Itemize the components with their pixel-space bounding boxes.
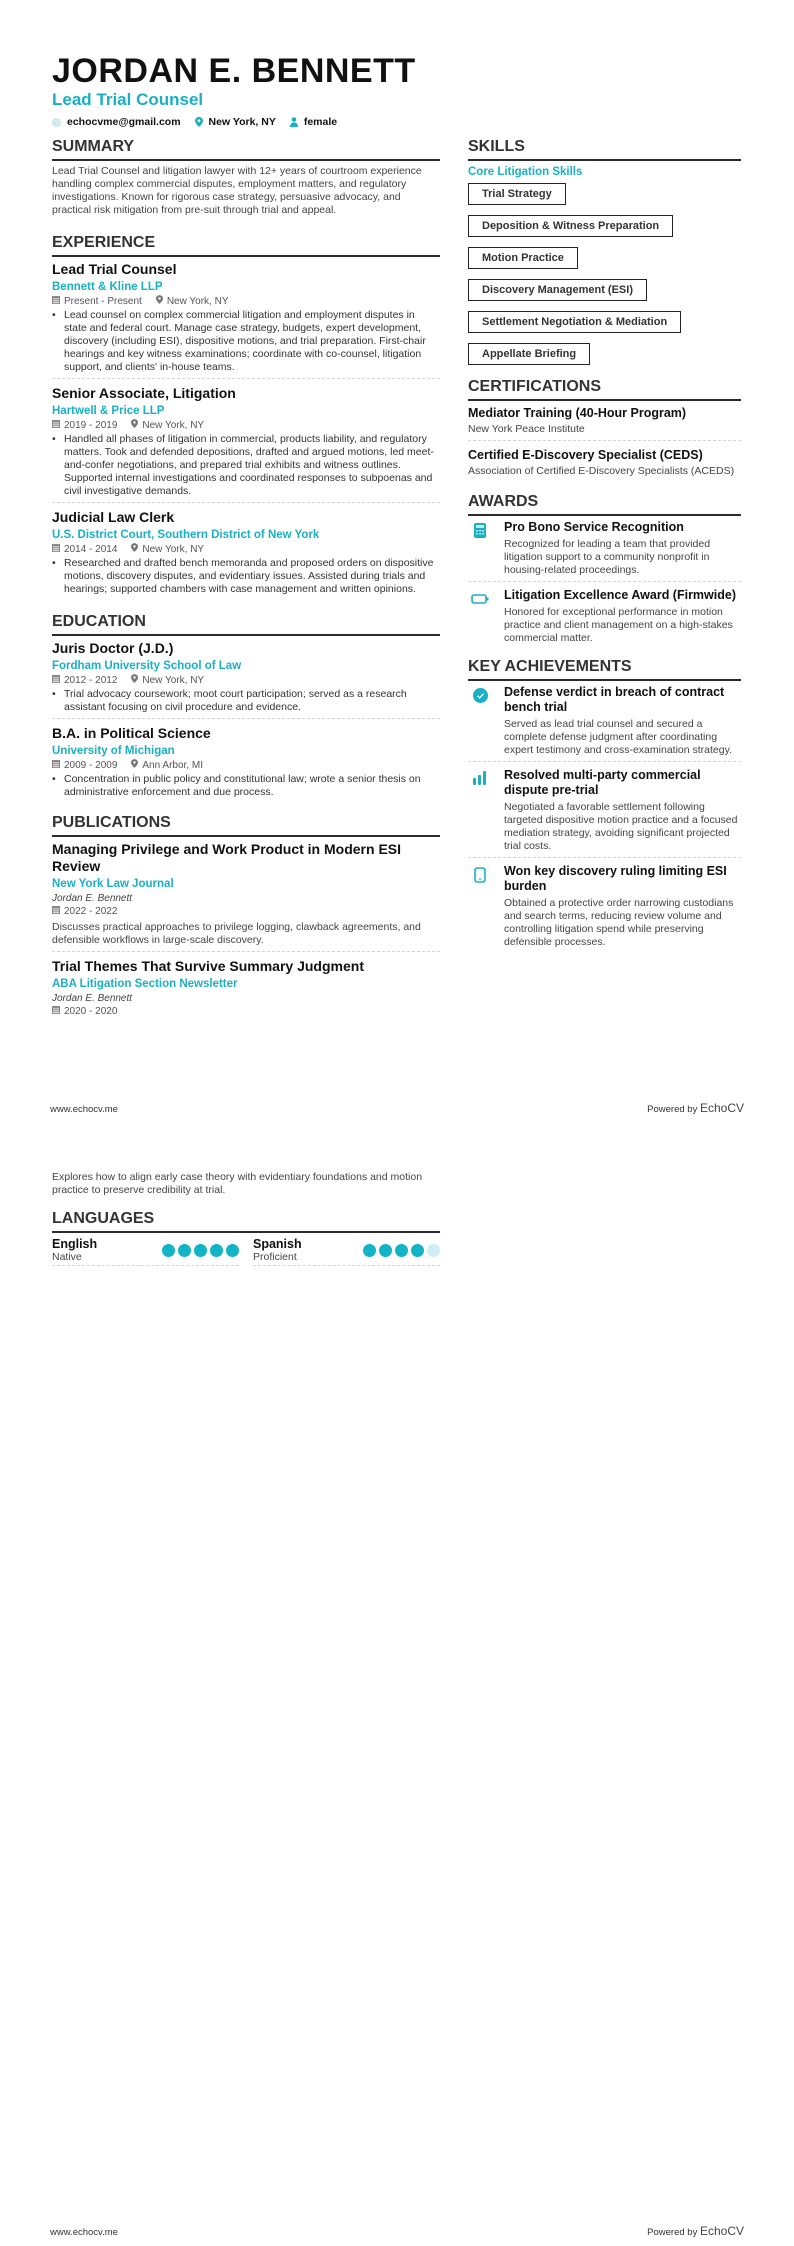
publications-section: [52, 813, 440, 1022]
publication-author: Jordan E. Bennett: [52, 993, 133, 1004]
rating-dot-filled: [162, 1244, 175, 1257]
experience-section: [52, 233, 440, 600]
contact-location-value: New York, NY: [208, 116, 276, 128]
certification-item: [468, 447, 741, 482]
language-name: Spanish: [253, 1237, 302, 1251]
certification-issuer: New York Peace Institute: [468, 423, 585, 435]
left-column-continued: [52, 1171, 440, 1266]
rating-dot-filled: [194, 1244, 207, 1257]
languages-section: [52, 1209, 440, 1266]
experience-location: New York, NY: [142, 544, 205, 555]
language-rating-5-of-5: [162, 1244, 239, 1257]
candidate-name: JORDAN E. BENNETT: [52, 52, 416, 90]
experience-meta: [52, 295, 440, 308]
education-meta: [52, 674, 440, 687]
publications-title: PUBLICATIONS: [52, 813, 440, 837]
publication-author: Jordan E. Bennett: [52, 893, 133, 904]
skill-tag: Settlement Negotiation & Mediation: [468, 311, 681, 333]
skill-group-title: Core Litigation Skills: [468, 166, 583, 178]
language-item: [52, 1237, 239, 1266]
awards-section: [468, 492, 741, 649]
brand-name: EchoCV: [699, 1101, 744, 1115]
award-item: [468, 520, 741, 582]
experience-item: [52, 509, 440, 600]
experience-bullet-text: Researched and drafted bench memoranda and proposed orders on dispositive motions, discovery disputes, and evidentiary issues. Assisted during trials and hearings; supported chambers with case management and written opinions.: [64, 557, 434, 595]
publication-item: [52, 841, 440, 952]
rating-dot-filled: [395, 1244, 408, 1257]
achievements-title: KEY ACHIEVEMENTS: [468, 657, 741, 681]
experience-item: [52, 385, 440, 503]
rating-dot-filled: [210, 1244, 223, 1257]
candidate-headline: Lead Trial Counsel: [52, 90, 204, 109]
education-location: New York, NY: [142, 675, 205, 686]
experience-company: Hartwell & Price LLP: [52, 405, 165, 417]
contact-location: [195, 116, 276, 128]
location-pin-icon: [131, 419, 138, 432]
skill-tags: [468, 183, 741, 375]
experience-company: Bennett & Kline LLP: [52, 281, 163, 293]
skill-tag: Trial Strategy: [468, 183, 566, 205]
publication-publisher: ABA Litigation Section Newsletter: [52, 978, 238, 990]
tablet-icon: [474, 867, 486, 949]
skills-section: [468, 137, 741, 375]
location-pin-icon: [131, 674, 138, 687]
rating-dot-filled: [226, 1244, 239, 1257]
calendar-icon: [52, 759, 60, 772]
calendar-icon: [52, 1005, 60, 1018]
experience-bullet: • Handled all phases of litigation in commercial, products liability, and regulatory matters. Took and defended depositions, drafted and argued motions, led meet-and-confer negotiations, and prepared trial exhibits and witness outlines. Supported internal investigations and coordinated responses to subpoenas and civil investigative demands.: [52, 433, 440, 498]
experience-title: EXPERIENCE: [52, 233, 440, 257]
publication-title: Managing Privilege and Work Product in Modern ESI Review: [52, 841, 402, 874]
location-pin-icon: [131, 543, 138, 556]
calendar-icon: [52, 674, 60, 687]
contact-gender-value: female: [303, 116, 338, 128]
achievement-name: Won key discovery ruling limiting ESI burden: [504, 864, 727, 893]
experience-bullet: • Researched and drafted bench memoranda and proposed orders on dispositive motions, discovery disputes, and evidentiary issues. Assisted during trials and hearings; supported chambers with case management and written opinions.: [52, 557, 440, 596]
education-location: Ann Arbor, MI: [142, 760, 203, 771]
summary-title: SUMMARY: [52, 137, 440, 161]
rating-dot-filled: [363, 1244, 376, 1257]
location-pin-icon: [195, 117, 203, 127]
achievement-description: Negotiated a favorable settlement following targeted dispositive motion practice and a focused mediation strategy, avoiding significant projected trial costs.: [504, 801, 738, 852]
contact-list: [52, 116, 742, 128]
calendar-icon: [52, 295, 60, 308]
education-bullet-text: Concentration in public policy and constitutional law; wrote a senior thesis on administrative enforcement and due process.: [64, 773, 421, 798]
skills-title: SKILLS: [468, 137, 741, 161]
rating-dot-filled: [178, 1244, 191, 1257]
certification-issuer: Association of Certified E-Discovery Specialists (ACEDS): [468, 465, 735, 477]
certification-name: Certified E-Discovery Specialist (CEDS): [468, 448, 703, 462]
summary-text: Lead Trial Counsel and litigation lawyer with 12+ years of courtroom experience handling complex commercial disputes, employment matters, and regulatory investigations. Known for rigorous case strategy, persuasive advocacy, and practical risk mitigation from pre-suit through trial and appeal.: [52, 165, 422, 216]
footer-website[interactable]: www.echocv.me: [50, 1104, 118, 1115]
education-item: [52, 640, 440, 719]
achievement-name: Resolved multi-party commercial dispute pre-trial: [504, 768, 701, 797]
education-meta: [52, 759, 440, 772]
experience-location: New York, NY: [142, 420, 205, 431]
experience-meta: [52, 543, 440, 556]
publication-publisher: New York Law Journal: [52, 878, 174, 890]
publication-meta: [52, 1005, 440, 1018]
experience-role: Judicial Law Clerk: [52, 509, 175, 525]
certification-item: [468, 405, 741, 441]
summary-section: [52, 137, 440, 217]
language-item: [253, 1237, 440, 1266]
language-name: English: [52, 1237, 98, 1251]
footer-website[interactable]: www.echocv.me: [50, 2227, 118, 2238]
education-dates: 2012 - 2012: [64, 675, 118, 686]
language-rating-4-of-5: [363, 1244, 440, 1257]
footer-powered-by[interactable]: [647, 1101, 744, 1115]
footer-powered-by[interactable]: [647, 2224, 744, 2238]
experience-role: Senior Associate, Litigation: [52, 385, 236, 401]
languages-title: LANGUAGES: [52, 1209, 440, 1233]
skill-tag: Deposition & Witness Preparation: [468, 215, 673, 237]
skill-tag: Appellate Briefing: [468, 343, 590, 365]
experience-bullet-text: Handled all phases of litigation in commercial, products liability, and regulatory matters. Took and defended depositions, drafted and argued motions, led meet-and-confer negotiations, and prepared trial exhibits and witness outlines. Supported internal investigations and coordinated responses to subpoenas and civil investigative demands.: [64, 433, 434, 497]
education-degree: B.A. in Political Science: [52, 725, 211, 741]
publication-meta: [52, 905, 440, 918]
languages-list: [52, 1237, 440, 1266]
rating-dot-filled: [411, 1244, 424, 1257]
experience-dates: Present - Present: [64, 296, 142, 307]
skill-tag: Discovery Management (ESI): [468, 279, 647, 301]
person-icon: [290, 117, 298, 127]
experience-bullet: • Lead counsel on complex commercial litigation and employment disputes in state and federal court. Manage case strategy, budgets, expert development, discovery (including ESI), dispositive motions, and trial preparation. First-chair hearings and key witness examinations; coordinate with co-counsel, litigation support, and clients' in-house teams.: [52, 309, 440, 374]
publication-description: Explores how to align early case theory with evidentiary foundations and motion practice to preserve credibility at trial.: [52, 1171, 423, 1196]
award-name: Pro Bono Service Recognition: [504, 520, 684, 534]
education-bullet: • Trial advocacy coursework; moot court participation; served as a research assistant focusing on civil procedure and evidence.: [52, 688, 440, 714]
contact-gender: [290, 116, 337, 128]
resume-page-2: [0, 1123, 794, 2246]
experience-meta: [52, 419, 440, 432]
experience-bullet-text: Lead counsel on complex commercial litigation and employment disputes in state and federal court. Manage case strategy, budgets, expert development, discovery (including ESI), dispositive motions, and trial preparation. First-chair hearings and key witness examinations; coordinate with co-counsel, litigation support, and clients' in-house teams.: [64, 309, 426, 373]
contact-email-value: echocvme@gmail.com: [67, 116, 181, 128]
publication-description: Discusses practical approaches to privilege logging, clawback agreements, and defensible workflows in large-scale discovery.: [52, 921, 421, 946]
bar-chart-icon: [473, 771, 487, 853]
achievements-section: [468, 657, 741, 953]
battery-icon: [471, 591, 489, 645]
rating-dot-filled: [379, 1244, 392, 1257]
left-column: [52, 137, 440, 1028]
award-name: Litigation Excellence Award (Firmwide): [504, 588, 736, 602]
achievement-description: Served as lead trial counsel and secured a complete defense judgment after coordinating expert testimony and cross-examination strategy.: [504, 718, 732, 756]
certifications-title: CERTIFICATIONS: [468, 377, 741, 401]
achievement-item: [468, 685, 741, 762]
education-item: [52, 725, 440, 803]
skill-tag: Motion Practice: [468, 247, 578, 269]
location-pin-icon: [156, 295, 163, 308]
achievement-item: [468, 864, 741, 953]
award-item: [468, 588, 741, 649]
education-dates: 2009 - 2009: [64, 760, 118, 771]
check-circle-icon: [473, 688, 488, 757]
calendar-icon: [52, 419, 60, 432]
awards-title: AWARDS: [468, 492, 741, 516]
experience-dates: 2019 - 2019: [64, 420, 118, 431]
award-description: Recognized for leading a team that provided litigation support to a community nonprofit in housing-related proceedings.: [504, 538, 711, 576]
achievement-name: Defense verdict in breach of contract bench trial: [504, 685, 725, 714]
education-school: Fordham University School of Law: [52, 660, 242, 672]
education-section: [52, 612, 440, 803]
location-pin-icon: [131, 759, 138, 772]
experience-company: U.S. District Court, Southern District of New York: [52, 529, 320, 541]
publication-title: Trial Themes That Survive Summary Judgment: [52, 958, 364, 974]
email-icon: [52, 118, 61, 127]
calendar-icon: [52, 543, 60, 556]
language-level: Proficient: [253, 1251, 297, 1263]
calendar-icon: [52, 905, 60, 918]
brand-name: EchoCV: [699, 2224, 744, 2238]
resume-header: [52, 52, 742, 128]
experience-location: New York, NY: [166, 296, 229, 307]
certification-name: Mediator Training (40-Hour Program): [468, 406, 687, 420]
experience-role: Lead Trial Counsel: [52, 261, 177, 277]
award-description: Honored for exceptional performance in motion practice and client management on a high-stakes commercial matter.: [504, 606, 733, 644]
calculator-icon: [474, 523, 486, 577]
experience-dates: 2014 - 2014: [64, 544, 118, 555]
certifications-section: [468, 377, 741, 482]
right-column: [468, 137, 741, 959]
education-degree: Juris Doctor (J.D.): [52, 640, 174, 656]
experience-item: [52, 261, 440, 379]
rating-dot-empty: [427, 1244, 440, 1257]
education-school: University of Michigan: [52, 745, 175, 757]
education-bullet: • Concentration in public policy and constitutional law; wrote a senior thesis on administrative enforcement and due process.: [52, 773, 440, 799]
publication-item: [52, 958, 440, 1022]
publication-dates: 2022 - 2022: [64, 906, 118, 917]
education-bullet-text: Trial advocacy coursework; moot court participation; served as a research assistant focusing on civil procedure and evidence.: [64, 688, 407, 713]
powered-by-label: Powered by: [647, 1104, 700, 1115]
publication-dates: 2020 - 2020: [64, 1006, 118, 1017]
contact-email[interactable]: [52, 116, 181, 128]
achievement-description: Obtained a protective order narrowing custodians and search terms, reducing review volume and controlling litigation spend while preserving defensible processes.: [504, 897, 734, 948]
language-level: Native: [52, 1251, 82, 1263]
education-title: EDUCATION: [52, 612, 440, 636]
achievement-item: [468, 768, 741, 858]
powered-by-label: Powered by: [647, 2227, 700, 2238]
